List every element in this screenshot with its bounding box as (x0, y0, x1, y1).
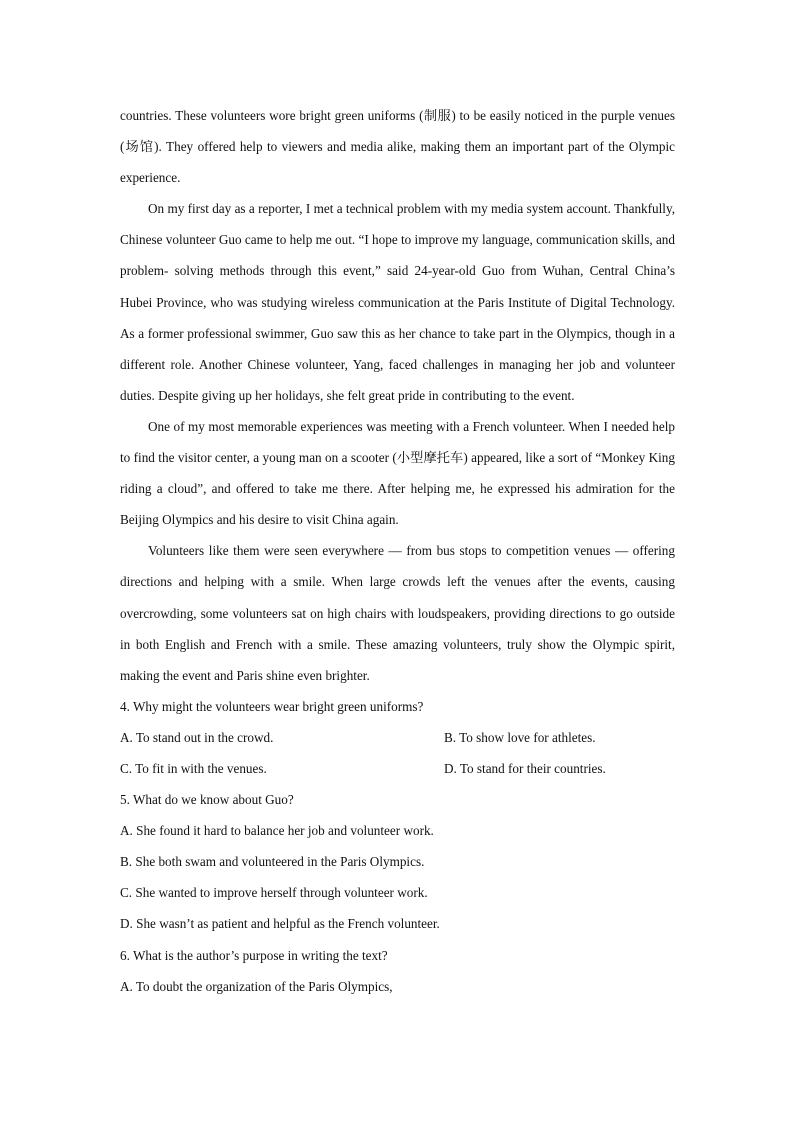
passage-paragraph-2: On my first day as a reporter, I met a technical problem with my media system account. Thankfully, Chinese volunteer Guo came to help me out. “I hope to improve my language, communication skills, and problem- solving methods through this event,” said 24-year-old Guo from Wuhan, Central China’s Hubei Province, who was studying wireless communication at the Paris Institute of Digital Technology. As a former professional swimmer, Guo saw this as her chance to take part in the Olympics, though in a different role. Another Chinese volunteer, Yang, faced challenges in managing her job and volunteer duties. Despite giving up her holidays, she felt great pride in contributing to the event. (120, 201, 675, 403)
option-a: A. She found it hard to balance her job and volunteer work. (120, 823, 434, 839)
passage-paragraph-3: One of my most memorable experiences was meeting with a French volunteer. When I needed help to find the visitor center, a young man on a scooter (小型摩托车) appeared, like a sort of “Monkey King riding a cloud”, and offered to take me there. After helping me, he expressed his admiration for the Beijing Olympics and his desire to visit China again. (120, 418, 675, 528)
option-a: A. To stand out in the crowd. (120, 729, 274, 745)
options-row-1 (120, 722, 675, 753)
option-d: D. She wasn’t as patient and helpful as the French volunteer. (120, 916, 440, 932)
option-b: B. To show love for athletes. (444, 729, 596, 745)
option-d: D. To stand for their countries. (444, 760, 606, 776)
option-a: A. To doubt the organization of the Paris Olympics, (120, 978, 393, 994)
option-b: B. She both swam and volunteered in the Paris Olympics. (120, 854, 425, 870)
question-stem: 6. What is the author’s purpose in writing the text? (120, 947, 388, 963)
question-4 (120, 691, 675, 784)
question-stem: 4. Why might the volunteers wear bright green uniforms? (120, 698, 424, 714)
question-stem: 5. What do we know about Guo? (120, 792, 294, 808)
option-c: C. She wanted to improve herself through volunteer work. (120, 885, 428, 901)
question-5 (120, 784, 675, 939)
passage-paragraph-1: countries. These volunteers wore bright green uniforms (制服) to be easily noticed in the purple venues (场馆). They offered help to viewers and media alike, making them an important part of the Olympic experience. (120, 108, 675, 186)
question-6 (120, 940, 675, 1002)
page-content (120, 100, 675, 1002)
passage-paragraph-4: Volunteers like them were seen everywhere — from bus stops to competition venues — offering directions and helping with a smile. When large crowds left the venues after the events, causing overcrowding, some volunteers sat on high chairs with loudspeakers, providing directions to go outside in both English and French with a smile. These amazing volunteers, truly show the Olympic spirit, making the event and Paris shine even brighter. (120, 543, 675, 683)
options-row-2 (120, 753, 675, 784)
option-c: C. To fit in with the venues. (120, 760, 267, 776)
